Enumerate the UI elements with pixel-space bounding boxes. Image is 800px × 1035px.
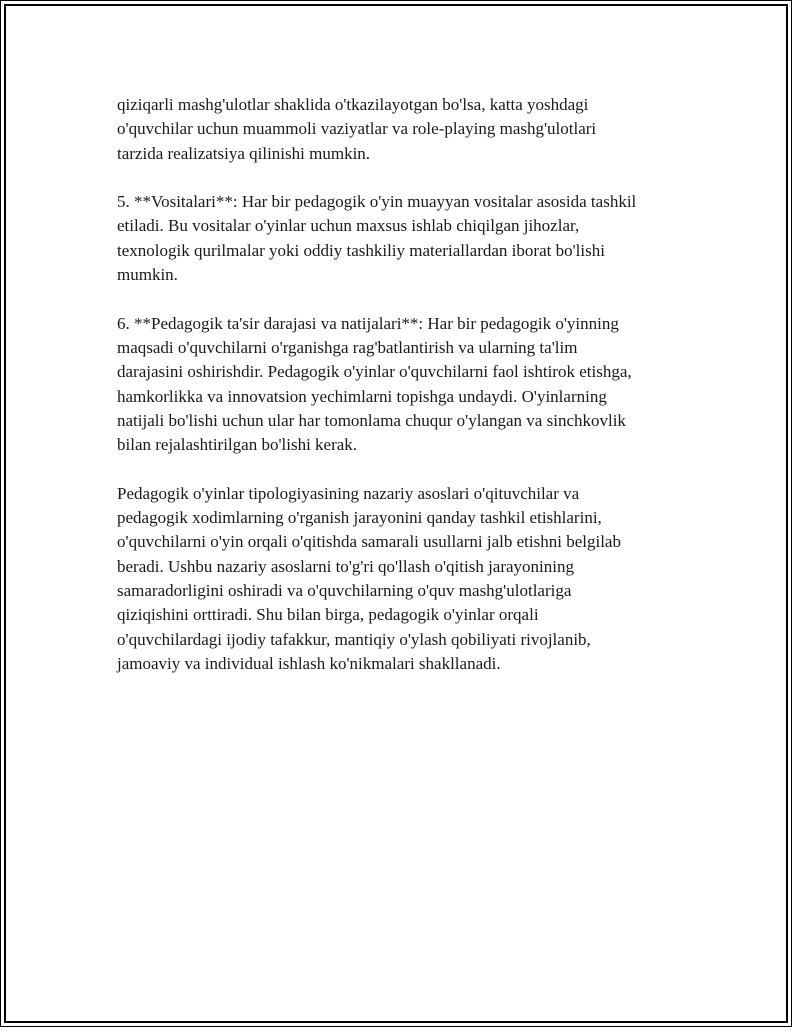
text-line: hamkorlikka va innovatsion yechimlarni topishga undaydi. O'yinlarning (117, 386, 607, 406)
text-line: pedagogik xodimlarning o'rganish jarayonini qanday tashkil etishlarini, (117, 508, 602, 528)
paragraph-item-5 (117, 190, 692, 287)
text-line: jamoaviy va individual ishlash ko'nikmalari shakllanadi. (117, 653, 501, 673)
text-line: tarzida realizatsiya qilinishi mumkin. (117, 143, 371, 163)
text-line: mumkin. (117, 265, 178, 285)
document-body (117, 93, 692, 700)
text-line: bilan rejalashtirilgan bo'lishi kerak. (117, 435, 358, 455)
paragraph-continuation (117, 93, 692, 166)
text-line: texnologik qurilmalar yoki oddiy tashkiliy materiallardan iborat bo'lishi (117, 240, 605, 260)
text-line: qiziqarli mashg'ulotlar shaklida o'tkazilayotgan bo'lsa, katta yoshdagi (117, 95, 589, 114)
paragraph-item-6 (117, 312, 692, 458)
text-line: Pedagogik o'yinlar tipologiyasining nazariy asoslari o'qituvchilar va (117, 483, 580, 503)
text-line: beradi. Ushbu nazariy asoslarni to'g'ri qo'llash o'qitish jarayonining (117, 556, 574, 576)
text-line: 6. **Pedagogik ta'sir darajasi va natijalari**: Har bir pedagogik o'yinning (117, 313, 619, 333)
text-line: natijali bo'lishi uchun ular har tomonlama chuqur o'ylangan va sinchkovlik (117, 410, 626, 430)
text-line: qiziqishini orttiradi. Shu bilan birga, pedagogik o'yinlar orqali (117, 605, 539, 625)
text-line: o'quvchilardagi ijodiy tafakkur, mantiqiy o'ylash qobiliyati rivojlanib, (117, 629, 591, 649)
text-line: darajasini oshirishdir. Pedagogik o'yinlar o'quvchilarni faol ishtirok etishga, (117, 362, 632, 382)
text-line: samaradorligini oshiradi va o'quvchilarning o'quv mashg'ulotlariga (117, 580, 572, 600)
paragraph-conclusion (117, 482, 692, 676)
text-line: maqsadi o'quvchilarni o'rganishga rag'batlantirish va ularning ta'lim (117, 337, 578, 357)
text-line: 5. **Vositalari**: Har bir pedagogik o'yin muayyan vositalar asosida tashkil (117, 192, 637, 212)
text-line: o'quvchilar uchun muammoli vaziyatlar va role-playing mashg'ulotlari (117, 119, 597, 139)
text-line: etiladi. Bu vositalar o'yinlar uchun maxsus ishlab chiqilgan jihozlar, (117, 216, 580, 236)
text-line: o'quvchilarni o'yin orqali o'qitishda samarali usullarni jalb etishni belgilab (117, 532, 621, 552)
